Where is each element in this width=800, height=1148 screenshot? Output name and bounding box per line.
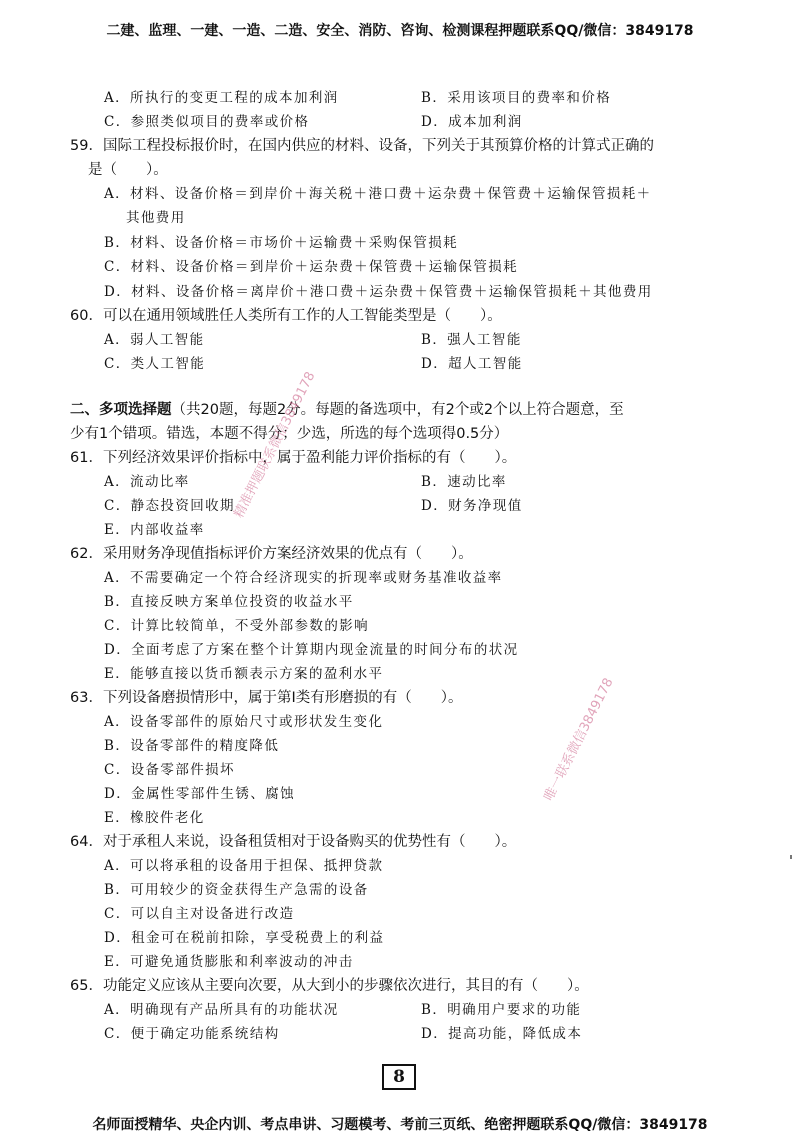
q59-option-a-line-1: A．材料、设备价格＝到岸价＋海关税＋港口费＋运杂费＋保管费＋运输保管损耗＋: [104, 186, 652, 202]
q58-option-c: C．参照类似项目的费率或价格: [104, 114, 310, 130]
q64-option-b: B．可用较少的资金获得生产急需的设备: [104, 882, 369, 898]
q64-option-c: C．可以自主对设备进行改造: [104, 906, 295, 922]
q60-option-a: A．弱人工智能: [104, 332, 205, 348]
q65-option-b: B．明确用户要求的功能: [421, 1002, 582, 1018]
q64-option-e: E．可避免通货膨胀和利率波动的冲击: [104, 954, 354, 970]
q61-option-e: E．内部收益率: [104, 522, 205, 538]
q63-option-d: D．金属性零部件生锈、腐蚀: [104, 786, 296, 802]
q62-option-d: D．全面考虑了方案在整个计算期内现金流量的时间分布的状况: [104, 642, 519, 658]
q58-option-b: B．采用该项目的费率和价格: [421, 90, 612, 106]
q62-option-b: B．直接反映方案单位投资的收益水平: [104, 594, 354, 610]
watermark-1: 精准押题联系微信3849178: [231, 369, 319, 521]
q64-stem: 64．对于承租人来说，设备租赁相对于设备购买的优势性有（ ）。: [70, 834, 517, 850]
q60-option-d: D．超人工智能: [421, 356, 523, 372]
footer-banner: 名师面授精华、央企内训、考点串讲、习题模考、考前三页纸、绝密押题联系QQ/微信：3849178: [92, 1117, 708, 1133]
q62-option-a: A．不需要确定一个符合经济现实的折现率或财务基准收益率: [104, 570, 503, 586]
q64-option-a: A．可以将承租的设备用于担保、抵押贷款: [104, 858, 384, 874]
q65-option-a: A．明确现有产品所具有的功能状况: [104, 1002, 339, 1018]
watermark-2: 唯一联系微信3849178: [541, 675, 617, 804]
q59-option-a-line-2: 其他费用: [126, 210, 186, 226]
q65-stem: 65．功能定义应该从主要向次要，从大到小的步骤依次进行，其目的有（ ）。: [70, 978, 589, 994]
q60-option-c: C．类人工智能: [104, 356, 206, 372]
q61-option-d: D．财务净现值: [421, 498, 523, 514]
q59-stem-line-2: 是（ ）。: [88, 162, 168, 178]
header-banner: 二建、监理、一建、一造、二造、安全、消防、咨询、检测课程押题联系QQ/微信：3849178: [106, 23, 694, 39]
q61-stem: 61．下列经济效果评价指标中，属于盈利能力评价指标的有（ ）。: [70, 450, 517, 466]
q65-option-d: D．提高功能，降低成本: [421, 1026, 583, 1042]
section-2-instructions: （共20题，每题2分。每题的备选项中，有2个或2个以上符合题意，至: [171, 402, 624, 418]
q62-option-c: C．计算比较简单，不受外部参数的影响: [104, 618, 370, 634]
q59-option-d: D．材料、设备价格＝离岸价＋港口费＋运杂费＋保管费＋运输保管损耗＋其他费用: [104, 284, 653, 300]
scan-speck: [790, 855, 792, 859]
q65-option-c: C．便于确定功能系统结构: [104, 1026, 280, 1042]
q64-option-d: D．租金可在税前扣除，享受税费上的利益: [104, 930, 385, 946]
q62-stem: 62．采用财务净现值指标评价方案经济效果的优点有（ ）。: [70, 546, 473, 562]
section-2-title: 二、多项选择题: [70, 402, 172, 418]
q60-option-b: B．强人工智能: [421, 332, 522, 348]
q63-option-c: C．设备零部件损坏: [104, 762, 235, 778]
q63-stem: 63．下列设备磨损情形中，属于第Ⅰ类有形磨损的有（ ）。: [70, 690, 463, 706]
q58-option-a: A．所执行的变更工程的成本加利润: [104, 90, 339, 106]
q58-option-d: D．成本加利润: [421, 114, 523, 130]
q59-option-b: B．材料、设备价格＝市场价＋运输费＋采购保管损耗: [104, 235, 459, 251]
section-2-header-line-2: 少有1个错项。错选，本题不得分；少选，所选的每个选项得0.5分）: [70, 426, 509, 442]
q60-stem: 60．可以在通用领域胜任人类所有工作的人工智能类型是（ ）。: [70, 308, 502, 324]
q61-option-c: C．静态投资回收期: [104, 498, 235, 514]
q61-option-b: B．速动比率: [421, 474, 507, 490]
q62-option-e: E．能够直接以货币额表示方案的盈利水平: [104, 666, 384, 682]
q59-option-c: C．材料、设备价格＝到岸价＋运杂费＋保管费＋运输保管损耗: [104, 259, 519, 275]
q63-option-b: B．设备零部件的精度降低: [104, 738, 280, 754]
q61-option-a: A．流动比率: [104, 474, 190, 490]
page-number: 8: [382, 1064, 416, 1090]
q63-option-e: E．橡胶件老化: [104, 810, 205, 826]
section-2-header-line-1: [70, 401, 624, 419]
q63-option-a: A．设备零部件的原始尺寸或形状发生变化: [104, 714, 384, 730]
q59-stem-line-1: 59．国际工程投标报价时，在国内供应的材料、设备，下列关于其预算价格的计算式正确的: [70, 138, 654, 154]
